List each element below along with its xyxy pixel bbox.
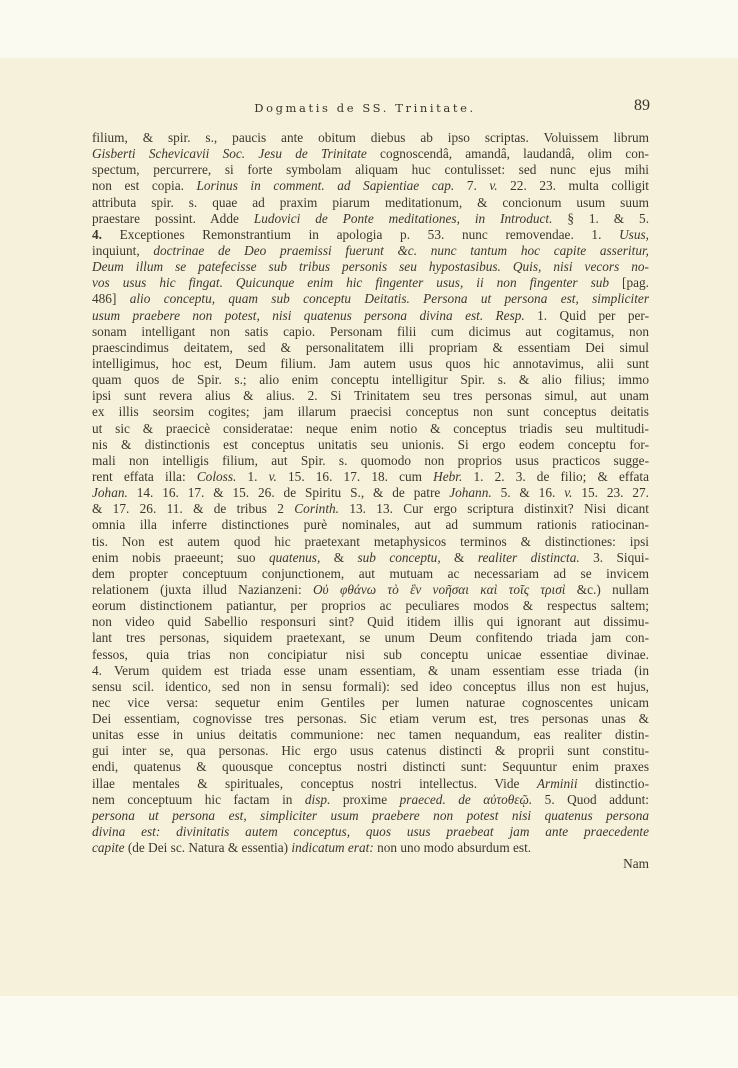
text-span: cognoscendâ, amandâ, laudandâ, olim con- bbox=[366, 146, 649, 162]
text-line bbox=[92, 227, 649, 243]
text-span: 5. & 16. bbox=[491, 485, 565, 501]
text-span: (de Dei sc. Natura & essentia) bbox=[124, 840, 292, 856]
running-header: Dogmatis de SS. Trinitate. bbox=[254, 101, 476, 115]
text-span: Dei essentiam, cognovisse tres personas. Sic etiam verum est, tres personas unas & bbox=[92, 711, 649, 727]
text-span: eorum distinctionem patiantur, per proprios ac peculiares modos & respectus saltem; bbox=[92, 598, 649, 614]
italic-text: disp. bbox=[304, 791, 331, 807]
italic-text: Hebr. bbox=[433, 468, 463, 484]
text-span: & bbox=[440, 549, 478, 565]
text-line bbox=[92, 598, 649, 614]
italic-text: sub conceptu, bbox=[357, 549, 441, 565]
text-span: ipsi sunt revera alius & alius. 2. Si Trinitatem seu tres personas simul, aut unam bbox=[92, 388, 649, 404]
text-span: ex illis seorsim cogites; jam illarum praecisi conceptus non sunt conceptus deitatis bbox=[92, 404, 649, 420]
text-line bbox=[92, 663, 649, 679]
text-line bbox=[92, 776, 649, 792]
text-line bbox=[92, 340, 649, 356]
italic-text: realiter distincta. bbox=[477, 549, 580, 565]
text-span: praestare possint. Adde bbox=[92, 210, 254, 226]
text-line bbox=[92, 421, 649, 437]
italic-text: Gisberti Schevicavii Soc. Jesu de Trinitate bbox=[92, 146, 367, 162]
italic-text: divina est: divinitatis autem conceptus, quos usus praebeat jam ante praecedente bbox=[92, 824, 649, 840]
italic-text: Corinth. bbox=[294, 501, 339, 517]
text-span: 15. 23. 27. bbox=[572, 485, 650, 501]
text-span: enim nobis praeeunt; suo bbox=[92, 549, 269, 565]
text-line bbox=[92, 550, 649, 566]
section-number: 4. bbox=[92, 226, 102, 242]
text-span: distinctio- bbox=[577, 775, 649, 791]
text-line bbox=[92, 211, 649, 227]
text-line bbox=[92, 614, 649, 630]
text-span: 1. Quid per per- bbox=[524, 307, 649, 323]
italic-text: persona ut persona est, simpliciter usum praebere non potest nisi quatenus persona bbox=[92, 807, 649, 823]
text-span: 22. 23. multa colligit bbox=[497, 178, 649, 194]
text-span: praescindimus deitatem, sed & personalitatem illi propriam & essentiam Dei simul bbox=[92, 339, 649, 355]
text-span: tis. Non est autem quod hic praetexant metaphysicos terminos & distinctiones: ipsi bbox=[92, 533, 649, 549]
page-number: 89 bbox=[634, 97, 650, 114]
text-span: Nam bbox=[623, 856, 649, 872]
text-span: endi, quatenus & quousque conceptus nostri distincti sunt: Sequuntur enim praxes bbox=[92, 759, 649, 775]
text-line bbox=[92, 388, 649, 404]
text-span: &c.) nullam bbox=[565, 581, 650, 597]
text-span: § 1. & 5. bbox=[552, 210, 650, 226]
text-line bbox=[92, 808, 649, 824]
text-line bbox=[92, 130, 649, 146]
text-line bbox=[92, 195, 649, 211]
italic-text: Usus, bbox=[619, 226, 649, 242]
text-span: 1. bbox=[236, 468, 269, 484]
text-line bbox=[92, 437, 649, 453]
text-span: nem conceptuum hic factam in bbox=[92, 791, 305, 807]
text-line bbox=[92, 840, 649, 856]
text-span: 15. 16. 17. 18. cum bbox=[276, 468, 434, 484]
italic-text: alio conceptu, quam sub conceptu Deitatis. Persona ut persona est, simpliciter bbox=[129, 291, 649, 307]
text-line bbox=[92, 792, 649, 808]
text-span: & 17. 26. 11. & de tribus 2 bbox=[92, 501, 295, 517]
text-span: fessos, quia trias non concipiatur nisi sub conceptu unicae essentiae divinae. bbox=[92, 646, 649, 662]
italic-text: quatenus, bbox=[268, 549, 321, 565]
text-line bbox=[92, 162, 649, 178]
text-span: attributa spir. s. quae ad praxim piarum meditationum, & concionum usum suum bbox=[92, 194, 649, 210]
body-text bbox=[92, 130, 649, 872]
text-line bbox=[92, 534, 649, 550]
text-line bbox=[92, 356, 649, 372]
text-line bbox=[92, 582, 649, 598]
text-line bbox=[92, 824, 649, 840]
text-span: 13. 13. Cur ergo scriptura distinxit? Nisi dicant bbox=[339, 501, 649, 517]
italic-text: capite bbox=[92, 840, 125, 856]
text-span: dem propter conceptuum conjunctionem, aut mutuam ac necessariam ad se invicem bbox=[92, 565, 649, 581]
text-line bbox=[92, 291, 649, 307]
text-line bbox=[92, 566, 649, 582]
text-line bbox=[92, 501, 649, 517]
text-span: 5. Quod addunt: bbox=[532, 791, 649, 807]
text-span: 14. 16. 17. & 15. 26. de Spiritu S., & de patre bbox=[127, 485, 450, 501]
text-span: [pag. bbox=[609, 275, 649, 291]
text-span: inquiunt, bbox=[92, 242, 154, 258]
text-span: sensu scil. identico, sed non in sensu formali): sed ideo conceptus illus non est hujus, bbox=[92, 678, 649, 694]
text-span: illae mentales & spirituales, conceptus nostri intellectus. Vide bbox=[92, 775, 537, 791]
italic-text: v. bbox=[268, 468, 277, 484]
text-span: relationem (juxta illud Nazianzeni: bbox=[92, 581, 313, 597]
text-span: proxime bbox=[330, 791, 400, 807]
text-span: intelligimus, hoc est, Deum filium. Jam autem usus quos hic annotavimus, alii sunt bbox=[92, 355, 649, 371]
text-span: omnia illa inferre distinctiones purè nominales, aut ad summum rationis ratiocinan- bbox=[92, 517, 649, 533]
italic-text: Coloss. bbox=[196, 468, 237, 484]
text-line bbox=[92, 259, 649, 275]
text-span: 1. 2. 3. de filio; & effata bbox=[462, 468, 650, 484]
text-span: & bbox=[320, 549, 358, 565]
text-span: unitas esse in unius deitatis communione: nec tamen nequandum, eas realiter distin- bbox=[92, 727, 649, 743]
text-span: nec vice versa: sequetur enim Gentiles per lumen naturae cognoscentes unicam bbox=[92, 694, 649, 710]
text-span: Exceptiones Remonstrantium in apologia p. 53. nunc removendae. 1. bbox=[101, 226, 620, 242]
italic-text: vos usus hic fingat. Quicunque enim hic fingenter usus, ii non fingenter sub bbox=[92, 275, 610, 291]
text-span: 7. bbox=[454, 178, 490, 194]
italic-text: Deum illum se patefecisse sub tribus personis seu hypostasibus. Quis, nisi vecors no- bbox=[92, 259, 649, 275]
italic-text: Arminii bbox=[536, 775, 578, 791]
text-line bbox=[92, 146, 649, 162]
text-line bbox=[92, 630, 649, 646]
text-span: mali non intelligis filium, aut Spir. s. quomodo non proprios usus practicos sugge- bbox=[92, 452, 649, 468]
text-line bbox=[92, 275, 649, 291]
text-line bbox=[92, 711, 649, 727]
text-span: gui inter se, qua personas. Hic ergo usus catenus distincti & proprii sunt constitu- bbox=[92, 743, 649, 759]
text-line bbox=[92, 324, 649, 340]
text-span: 4. Verum quidem est triada esse unam essentiam, & unam essentiam esse triada (in bbox=[92, 662, 649, 678]
text-span: non est copia. bbox=[92, 178, 197, 194]
text-line bbox=[92, 727, 649, 743]
text-span: ut sic & praecicè consideratae: neque enim notio & conceptus triadis seu multitudi- bbox=[92, 420, 649, 436]
text-line bbox=[92, 517, 649, 533]
italic-text: Οὐ φθάνω τὸ ἓν νοῆσαι καὶ τοῖς τρισὶ bbox=[312, 581, 566, 597]
text-line bbox=[92, 469, 649, 485]
text-line bbox=[92, 856, 649, 872]
italic-text: Lorinus in comment. ad Sapientiae cap. bbox=[196, 178, 455, 194]
text-line bbox=[92, 308, 649, 324]
text-line bbox=[92, 759, 649, 775]
text-span: spectum, percurrere, si forte symbolam aliquam huc contulisset: sed nunc ejus mihi bbox=[92, 162, 649, 178]
text-span: lant tres personas, siquidem praetexant, se unum Deum confitendo triada jam con- bbox=[92, 630, 649, 646]
text-line bbox=[92, 485, 649, 501]
text-line bbox=[92, 404, 649, 420]
text-line bbox=[92, 453, 649, 469]
italic-text: Ludovici de Ponte meditationes, in Introduct. bbox=[253, 210, 553, 226]
italic-text: v. bbox=[564, 485, 573, 501]
italic-text: praeced. de αὐτοθεῷ. bbox=[399, 791, 533, 807]
text-span: non video quid Sabellio responsuri sint? Quid itidem illis qui ignorant aut dissimu- bbox=[92, 614, 649, 630]
text-line bbox=[92, 178, 649, 194]
text-span: 486] bbox=[92, 291, 130, 307]
italic-text: indicatum erat: bbox=[291, 840, 374, 856]
text-span: filium, & spir. s., paucis ante obitum diebus ab ipso scriptas. Voluissem librum bbox=[92, 130, 649, 145]
italic-text: Johan. bbox=[92, 485, 128, 501]
text-span: rent effata illa: bbox=[92, 468, 197, 484]
italic-text: v. bbox=[489, 178, 498, 194]
text-line bbox=[92, 743, 649, 759]
italic-text: Johann. bbox=[449, 485, 492, 501]
text-line bbox=[92, 372, 649, 388]
italic-text: usum praebere non potest, nisi quatenus persona divina est. Resp. bbox=[92, 307, 525, 323]
text-span: nis & distinctionis est conceptus unitatis seu unionis. Si ergo eodem conceptu for- bbox=[92, 436, 649, 452]
text-line bbox=[92, 679, 649, 695]
text-span: non uno modo absurdum est. bbox=[373, 840, 532, 856]
text-span: 3. Siqui- bbox=[579, 549, 650, 565]
text-span: sonam intelligant non satis capio. Personam filii cum dicimus aut cogitamus, non bbox=[92, 323, 649, 339]
text-span: quam quos de Spir. s.; alio enim conceptu intelligitur Spir. s. & alio filius; immo bbox=[92, 372, 649, 388]
text-line bbox=[92, 695, 649, 711]
text-line bbox=[92, 243, 649, 259]
text-line bbox=[92, 647, 649, 663]
italic-text: doctrinae de Deo praemissi fuerunt &c. nunc tantum hoc capite asseritur, bbox=[153, 242, 649, 258]
book-page bbox=[0, 58, 738, 996]
